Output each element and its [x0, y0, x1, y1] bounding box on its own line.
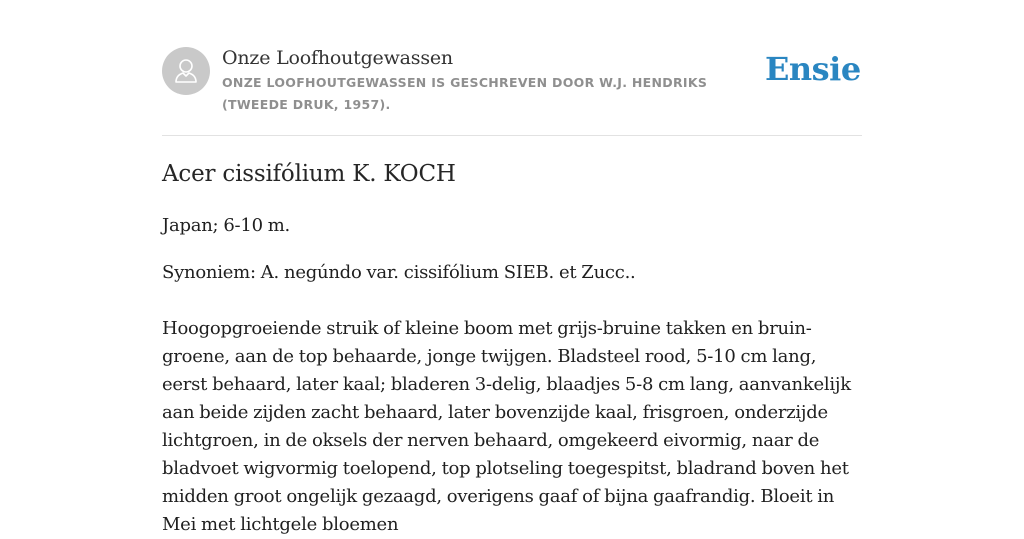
entry-title: Acer cissifólium K. KOCH: [162, 161, 456, 187]
entry-origin: Japan; 6-10 m.: [162, 215, 291, 236]
publication-description: ONZE LOOFHOUTGEWASSEN IS GESCHREVEN DOOR W.J. HENDRIKS (TWEEDE DRUK, 1957).: [222, 75, 708, 112]
entry-description: Hoogopgroeiende struik of kleine boom met grijs-bruine takken en bruin-groene, aan de top behaarde, jonge twijgen. Bladsteel rood, 5-10 cm lang, eerst behaard, later kaal; bladeren 3-delig, blaadjes 5-8 cm lang, aanvankelijk aan beide zijden zacht behaard, later bovenzijde kaal, frisgroen, onderzijde lichtgroen, in de oksels der nerven behaard, omgekeerd eivormig, naar de bladvoet wigvormig toelopend, top plotseling toegespitst, bladrand boven het midden groot ongelijk gezaagd, overigens gaaf of bijna gaafrandig. Bloeit in Mei met lichtgele bloemen: [162, 318, 851, 535]
brand-logo[interactable]: Ensie: [765, 50, 861, 88]
entry-article: [162, 158, 862, 539]
entry-synonyms: Synoniem: A. negúndo var. cissifólium SIEB. et Zucc..: [162, 262, 636, 283]
user-silhouette-icon[interactable]: [162, 47, 210, 95]
publication-title[interactable]: Onze Loofhoutgewassen: [222, 47, 453, 69]
publication-header: [162, 46, 862, 136]
publication-info: [222, 46, 752, 116]
header-divider: [162, 135, 862, 136]
